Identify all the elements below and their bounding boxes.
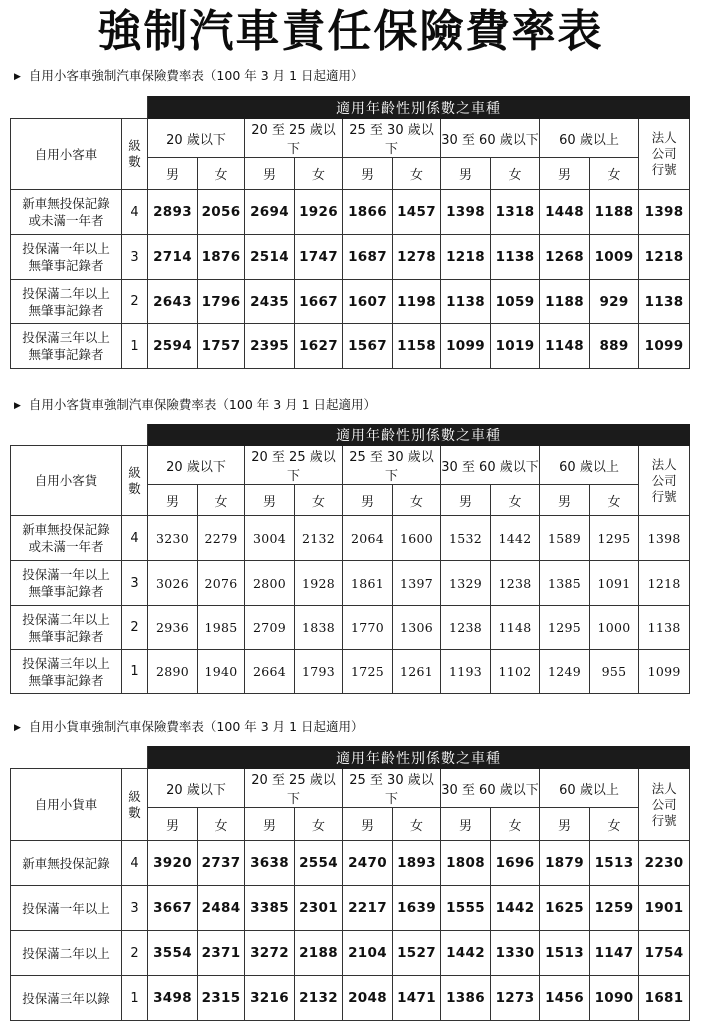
company-header — [639, 769, 690, 841]
gender-male-header: 男 — [540, 158, 590, 190]
rate-value: 1687 — [343, 235, 393, 280]
rate-table — [10, 746, 690, 1021]
gender-female-header: 女 — [198, 485, 245, 516]
company-header-line: 公司 — [651, 796, 677, 812]
rate-value: 2188 — [295, 931, 343, 976]
rate-value: 3638 — [245, 841, 295, 886]
gender-male-header: 男 — [540, 808, 590, 841]
gender-male-header: 男 — [343, 158, 393, 190]
record-category-line: 投保滿三年以上 — [22, 655, 110, 671]
record-category — [11, 931, 122, 976]
gender-female-header: 女 — [295, 808, 343, 841]
rate-value: 2371 — [198, 931, 245, 976]
rate-value: 1796 — [198, 280, 245, 324]
rate-value: 2435 — [245, 280, 295, 324]
table-row — [11, 190, 690, 235]
rate-value: 1329 — [441, 561, 491, 606]
rate-value: 1600 — [393, 516, 441, 561]
rate-value: 1513 — [540, 931, 590, 976]
rate-value: 3385 — [245, 886, 295, 931]
rate-value: 1138 — [491, 235, 540, 280]
rate-value: 1985 — [198, 606, 245, 650]
age-group-header: 60 歲以上 — [540, 446, 639, 485]
rate-value: 1770 — [343, 606, 393, 650]
section-heading-text: 自用小客貨車強制汽車保險費率表（100 年 3 月 1 日起適用） — [28, 397, 377, 412]
company-rate: 1218 — [639, 561, 690, 606]
level-value: 1 — [122, 976, 148, 1021]
rate-value: 1238 — [491, 561, 540, 606]
record-category — [11, 976, 122, 1021]
rate-value: 2664 — [245, 650, 295, 694]
rate-value: 1330 — [491, 931, 540, 976]
level-value: 2 — [122, 606, 148, 650]
rate-value: 1261 — [393, 650, 441, 694]
level-header-char: 數 — [128, 804, 141, 820]
rate-value: 1218 — [441, 235, 491, 280]
gender-male-header: 男 — [343, 485, 393, 516]
vehicle-type-header: 自用小貨車 — [11, 769, 122, 841]
rate-value: 1442 — [441, 931, 491, 976]
level-header-char: 級 — [128, 464, 141, 480]
company-header-line: 行號 — [651, 812, 677, 828]
company-rate: 1681 — [639, 976, 690, 1021]
rate-value: 1238 — [441, 606, 491, 650]
gender-male-header: 男 — [540, 485, 590, 516]
rate-value: 1318 — [491, 190, 540, 235]
table-row — [11, 516, 690, 561]
record-category — [11, 190, 122, 235]
gender-male-header: 男 — [148, 158, 198, 190]
table-row — [11, 280, 690, 324]
table-row — [11, 976, 690, 1021]
rate-value: 2301 — [295, 886, 343, 931]
rate-value: 2514 — [245, 235, 295, 280]
gender-female-header: 女 — [590, 485, 639, 516]
company-header-line: 公司 — [651, 146, 677, 161]
table-row — [11, 650, 690, 694]
section-heading — [14, 719, 364, 737]
level-value: 3 — [122, 886, 148, 931]
rate-value: 1442 — [491, 516, 540, 561]
rate-value: 2643 — [148, 280, 198, 324]
rate-table — [10, 424, 690, 694]
age-group-header: 20 至 25 歲以下 — [245, 446, 343, 485]
record-category-line: 投保滿三年以上 — [22, 330, 110, 345]
age-group-header: 60 歲以上 — [540, 769, 639, 808]
rate-value: 1148 — [540, 324, 590, 369]
record-category-line: 投保滿三年以錄 — [22, 990, 110, 1006]
gender-female-header: 女 — [198, 158, 245, 190]
age-group-header: 30 至 60 歲以下 — [441, 769, 540, 808]
rate-value: 2104 — [343, 931, 393, 976]
record-category — [11, 606, 122, 650]
record-category-line: 新車無投保記錄 — [22, 196, 110, 211]
rate-value: 1456 — [540, 976, 590, 1021]
company-rate: 1138 — [639, 606, 690, 650]
gender-female-header: 女 — [491, 485, 540, 516]
rate-value: 3004 — [245, 516, 295, 561]
rate-value: 2714 — [148, 235, 198, 280]
company-header-line: 法人 — [651, 780, 677, 796]
rate-value: 1102 — [491, 650, 540, 694]
rate-value: 2800 — [245, 561, 295, 606]
gender-male-header: 男 — [441, 808, 491, 841]
rate-value: 1138 — [441, 280, 491, 324]
record-category — [11, 516, 122, 561]
level-value: 2 — [122, 280, 148, 324]
gender-male-header: 男 — [148, 485, 198, 516]
record-category — [11, 235, 122, 280]
rate-value: 2936 — [148, 606, 198, 650]
rate-value: 2076 — [198, 561, 245, 606]
rate-value: 1268 — [540, 235, 590, 280]
rate-value: 2890 — [148, 650, 198, 694]
company-rate: 1398 — [639, 516, 690, 561]
rate-value: 1747 — [295, 235, 343, 280]
rate-value: 1009 — [590, 235, 639, 280]
record-category — [11, 324, 122, 369]
level-value: 2 — [122, 931, 148, 976]
rate-value: 1398 — [441, 190, 491, 235]
rate-value: 1893 — [393, 841, 441, 886]
rate-value: 1928 — [295, 561, 343, 606]
rate-value: 3026 — [148, 561, 198, 606]
rate-value: 3920 — [148, 841, 198, 886]
rate-value: 1696 — [491, 841, 540, 886]
gender-male-header: 男 — [245, 808, 295, 841]
rate-value: 2470 — [343, 841, 393, 886]
level-value: 3 — [122, 561, 148, 606]
rate-value: 2694 — [245, 190, 295, 235]
section-heading — [14, 397, 376, 415]
rate-value: 1295 — [590, 516, 639, 561]
record-category-line: 投保滿二年以上 — [22, 945, 110, 961]
rate-value: 889 — [590, 324, 639, 369]
rate-value: 1090 — [590, 976, 639, 1021]
gender-female-header: 女 — [295, 485, 343, 516]
age-group-header: 60 歲以上 — [540, 119, 639, 158]
level-header — [122, 769, 148, 841]
rate-value: 1879 — [540, 841, 590, 886]
rate-value: 2048 — [343, 976, 393, 1021]
record-category — [11, 886, 122, 931]
rate-value: 1940 — [198, 650, 245, 694]
company-header-line: 法人 — [651, 130, 677, 145]
gender-female-header: 女 — [393, 485, 441, 516]
rate-value: 955 — [590, 650, 639, 694]
rate-value: 2484 — [198, 886, 245, 931]
record-category-line: 或未滿一年者 — [28, 213, 104, 228]
record-category-line: 無肇事記錄者 — [28, 628, 104, 644]
rate-value: 1249 — [540, 650, 590, 694]
rate-value: 1607 — [343, 280, 393, 324]
level-header-char: 級 — [128, 788, 141, 804]
rate-value: 2709 — [245, 606, 295, 650]
rate-value: 1471 — [393, 976, 441, 1021]
rate-value: 2554 — [295, 841, 343, 886]
level-value: 4 — [122, 841, 148, 886]
section-heading-text: 自用小貨車強制汽車保險費率表（100 年 3 月 1 日起適用） — [28, 719, 364, 734]
record-category-line: 新車無投保記錄 — [22, 522, 110, 537]
rate-value: 3230 — [148, 516, 198, 561]
gender-male-header: 男 — [441, 158, 491, 190]
bullet-icon: ▶ — [14, 72, 21, 82]
rate-value: 1513 — [590, 841, 639, 886]
level-header-char: 數 — [128, 480, 141, 496]
age-group-header: 20 至 25 歲以下 — [245, 769, 343, 808]
level-value: 1 — [122, 650, 148, 694]
company-rate: 1138 — [639, 280, 690, 324]
level-value: 4 — [122, 190, 148, 235]
rate-value: 1000 — [590, 606, 639, 650]
bullet-icon: ▶ — [14, 401, 21, 411]
rate-value: 1397 — [393, 561, 441, 606]
level-header-char: 級 — [128, 138, 141, 153]
page-title: 強制汽車責任保險費率表 — [97, 6, 604, 57]
gender-female-header: 女 — [590, 158, 639, 190]
table-row — [11, 886, 690, 931]
table-row — [11, 235, 690, 280]
age-group-header: 20 歲以下 — [148, 446, 245, 485]
gender-female-header: 女 — [491, 158, 540, 190]
company-header-line: 行號 — [651, 488, 677, 504]
rate-value: 1532 — [441, 516, 491, 561]
rate-value: 2056 — [198, 190, 245, 235]
age-group-header: 20 歲以下 — [148, 769, 245, 808]
rate-value: 1627 — [295, 324, 343, 369]
record-category — [11, 561, 122, 606]
rate-value: 1259 — [590, 886, 639, 931]
rate-value: 1306 — [393, 606, 441, 650]
table-banner: 適用年齡性別係數之車種 — [148, 747, 690, 769]
rate-value: 2132 — [295, 976, 343, 1021]
gender-female-header: 女 — [295, 158, 343, 190]
rate-value: 1188 — [540, 280, 590, 324]
rate-value: 2893 — [148, 190, 198, 235]
table-row — [11, 324, 690, 369]
table-banner: 適用年齡性別係數之車種 — [148, 425, 690, 446]
level-header-char: 數 — [128, 154, 141, 169]
rate-value: 2594 — [148, 324, 198, 369]
rate-value: 1861 — [343, 561, 393, 606]
rate-value: 3272 — [245, 931, 295, 976]
company-rate: 1754 — [639, 931, 690, 976]
rate-table — [10, 96, 690, 369]
record-category-line: 新車無投保記錄 — [22, 855, 110, 871]
bullet-icon: ▶ — [14, 723, 21, 733]
rate-value: 3498 — [148, 976, 198, 1021]
company-header — [639, 119, 690, 190]
record-category — [11, 841, 122, 886]
record-category-line: 或未滿一年者 — [28, 539, 104, 554]
rate-value: 1188 — [590, 190, 639, 235]
rate-value: 2737 — [198, 841, 245, 886]
rate-value: 1527 — [393, 931, 441, 976]
rate-value: 1059 — [491, 280, 540, 324]
table-row — [11, 931, 690, 976]
gender-male-header: 男 — [245, 158, 295, 190]
rate-value: 2064 — [343, 516, 393, 561]
table-corner — [11, 97, 148, 119]
vehicle-type-header: 自用小客貨 — [11, 446, 122, 516]
rate-value: 1091 — [590, 561, 639, 606]
rate-value: 1838 — [295, 606, 343, 650]
record-category-line: 投保滿二年以上 — [22, 285, 110, 301]
record-category-line: 無肇事記錄者 — [28, 347, 104, 362]
rate-value: 1667 — [295, 280, 343, 324]
company-header — [639, 446, 690, 516]
record-category-line: 無肇事記錄者 — [28, 672, 104, 688]
rate-value: 1099 — [441, 324, 491, 369]
record-category — [11, 280, 122, 324]
gender-female-header: 女 — [491, 808, 540, 841]
rate-value: 2279 — [198, 516, 245, 561]
vehicle-type-header: 自用小客車 — [11, 119, 122, 190]
company-rate: 1099 — [639, 650, 690, 694]
rate-value: 2315 — [198, 976, 245, 1021]
rate-value: 1193 — [441, 650, 491, 694]
gender-female-header: 女 — [393, 158, 441, 190]
rate-value: 1567 — [343, 324, 393, 369]
age-group-header: 25 至 30 歲以下 — [343, 446, 441, 485]
table-row — [11, 606, 690, 650]
rate-value: 1442 — [491, 886, 540, 931]
table-corner — [11, 425, 148, 446]
rate-value: 1725 — [343, 650, 393, 694]
level-value: 4 — [122, 516, 148, 561]
rate-value: 3667 — [148, 886, 198, 931]
rate-value: 1448 — [540, 190, 590, 235]
company-header-line: 法人 — [651, 456, 677, 472]
rate-value: 1793 — [295, 650, 343, 694]
rate-value: 1866 — [343, 190, 393, 235]
rate-value: 1273 — [491, 976, 540, 1021]
age-group-header: 30 至 60 歲以下 — [441, 446, 540, 485]
rate-value: 1876 — [198, 235, 245, 280]
record-category — [11, 650, 122, 694]
rate-value: 1019 — [491, 324, 540, 369]
record-category-line: 投保滿一年以上 — [22, 567, 110, 582]
record-category-line: 無肇事記錄者 — [28, 302, 104, 318]
rate-value: 1639 — [393, 886, 441, 931]
rate-value: 2132 — [295, 516, 343, 561]
rate-value: 1158 — [393, 324, 441, 369]
gender-male-header: 男 — [245, 485, 295, 516]
rate-value: 1757 — [198, 324, 245, 369]
section-heading-text: 自用小客車強制汽車保險費率表（100 年 3 月 1 日起適用） — [28, 68, 364, 83]
company-rate: 2230 — [639, 841, 690, 886]
gender-female-header: 女 — [198, 808, 245, 841]
rate-value: 1147 — [590, 931, 639, 976]
level-value: 3 — [122, 235, 148, 280]
table-row — [11, 561, 690, 606]
age-group-header: 20 歲以下 — [148, 119, 245, 158]
rate-value: 1555 — [441, 886, 491, 931]
level-value: 1 — [122, 324, 148, 369]
rate-value: 1625 — [540, 886, 590, 931]
gender-male-header: 男 — [441, 485, 491, 516]
rate-value: 1808 — [441, 841, 491, 886]
table-corner — [11, 747, 148, 769]
company-rate: 1398 — [639, 190, 690, 235]
age-group-header: 25 至 30 歲以下 — [343, 119, 441, 158]
rate-value: 1457 — [393, 190, 441, 235]
gender-female-header: 女 — [393, 808, 441, 841]
age-group-header: 20 至 25 歲以下 — [245, 119, 343, 158]
age-group-header: 25 至 30 歲以下 — [343, 769, 441, 808]
rate-value: 1148 — [491, 606, 540, 650]
rate-value: 3216 — [245, 976, 295, 1021]
record-category-line: 投保滿一年以上 — [22, 241, 110, 256]
table-row — [11, 841, 690, 886]
rate-value: 1198 — [393, 280, 441, 324]
rate-value: 3554 — [148, 931, 198, 976]
rate-value: 1386 — [441, 976, 491, 1021]
record-category-line: 無肇事記錄者 — [28, 584, 104, 599]
rate-value: 1926 — [295, 190, 343, 235]
table-banner: 適用年齡性別係數之車種 — [148, 97, 690, 119]
company-header-line: 行號 — [651, 162, 677, 177]
company-rate: 1218 — [639, 235, 690, 280]
rate-value: 1589 — [540, 516, 590, 561]
gender-male-header: 男 — [343, 808, 393, 841]
rate-value: 1295 — [540, 606, 590, 650]
company-rate: 1901 — [639, 886, 690, 931]
level-header — [122, 446, 148, 516]
record-category-line: 投保滿二年以上 — [22, 611, 110, 627]
rate-value: 929 — [590, 280, 639, 324]
rate-value: 2395 — [245, 324, 295, 369]
rate-value: 1385 — [540, 561, 590, 606]
age-group-header: 30 至 60 歲以下 — [441, 119, 540, 158]
company-header-line: 公司 — [651, 472, 677, 488]
gender-female-header: 女 — [590, 808, 639, 841]
level-header — [122, 119, 148, 190]
section-heading — [14, 68, 364, 86]
rate-value: 1278 — [393, 235, 441, 280]
gender-male-header: 男 — [148, 808, 198, 841]
record-category-line: 投保滿一年以上 — [22, 900, 110, 916]
rate-value: 2217 — [343, 886, 393, 931]
company-rate: 1099 — [639, 324, 690, 369]
record-category-line: 無肇事記錄者 — [28, 258, 104, 273]
